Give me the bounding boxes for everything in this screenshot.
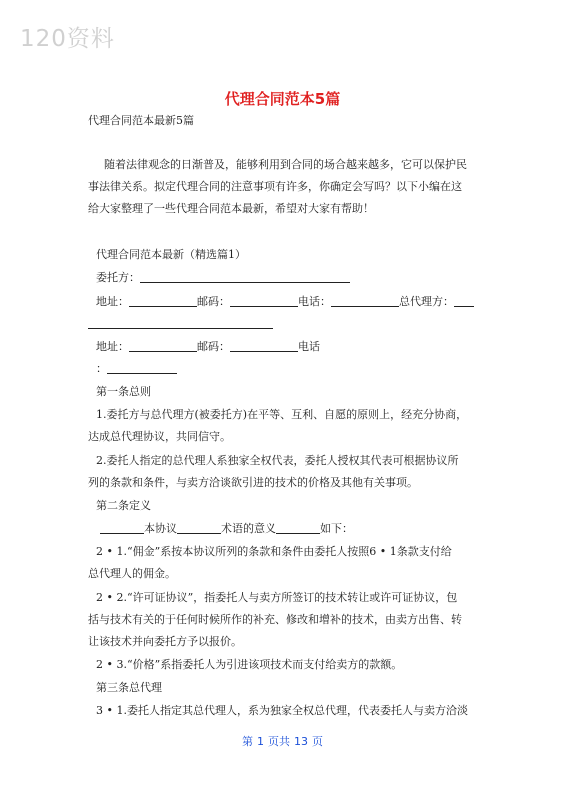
general-agent-label: 总代理方： <box>399 295 454 308</box>
article-1-clause-2-line-2: 列的条款和条件，与卖方洽谈欲引进的技术的价格及其他有关事项。 <box>88 476 418 489</box>
article-1-clause-2-line-1: 2.委托人指定的总代理人系独家全权代表，委托人授权其代表可根据协议所 <box>96 454 459 467</box>
footer-page-label: 第 <box>242 735 253 748</box>
footer-page-number: 1 <box>257 735 264 748</box>
postcode-label-2: 邮码： <box>197 340 230 353</box>
phone-blank <box>331 292 399 307</box>
address-blank-2 <box>129 337 197 352</box>
general-agent-continued <box>88 313 273 335</box>
definition-blank-2 <box>177 519 221 534</box>
article-1-heading: 第一条总则 <box>96 385 151 398</box>
definition-2-2-line-1: 2 • 2.“许可证协议”，指委托人与卖方所签订的技术转让或许可证协议，包 <box>96 591 458 604</box>
address-blank <box>129 292 197 307</box>
definition-text-b: 术语的意义 <box>221 522 276 535</box>
footer-page-mid: 页共 <box>268 735 290 748</box>
article-3-clause-1: 3 • 1.委托人指定其总代理人，系为独家全权总代理，代表委托人与卖方洽淡 <box>96 704 468 717</box>
colon-label: ： <box>96 362 107 375</box>
address-row-2 <box>96 336 320 358</box>
phone-label-2: 电话 <box>298 340 320 353</box>
article-1-clause-1-line-2: 达成总代理协议，共同信守。 <box>88 430 231 443</box>
general-agent-blank <box>454 292 474 307</box>
intro-line-1: 随着法律观念的日渐普及，能够利用到合同的场合越来越多，它可以保护民 <box>104 158 467 171</box>
postcode-blank-2 <box>230 337 298 352</box>
intro-line-3: 给大家整理了一些代理合同范本最新，希望对大家有帮助！ <box>88 202 374 215</box>
intro-line-2: 事法律关系。拟定代理合同的注意事项有许多，你确定会写吗？以下小编在这 <box>88 180 462 193</box>
article-1-clause-1-line-1: 1.委托方与总代理方(被委托方)在平等、互利、自愿的原则上，经充分协商， <box>96 408 468 421</box>
principal-field <box>96 267 350 289</box>
definition-text-c: 如下： <box>320 522 353 535</box>
definition-intro <box>100 518 353 540</box>
document-title: 代理合同范本5篇 <box>224 90 341 108</box>
phone-continued <box>96 358 177 380</box>
definition-text-a: 本协议 <box>144 522 177 535</box>
article-2-heading: 第二条定义 <box>96 499 151 512</box>
section-heading: 代理合同范本最新（精选篇1） <box>96 248 246 261</box>
general-agent-blank-cont <box>88 314 273 329</box>
phone-blank-2 <box>107 359 177 374</box>
address-row-1 <box>96 291 474 313</box>
definition-2-2-line-2: 括与技术有关的于任何时候所作的补充、修改和增补的技术，由卖方出售、转 <box>88 613 462 626</box>
address-label: 地址： <box>96 295 129 308</box>
definition-2-2-line-3: 让该技术并向委托方予以报价。 <box>88 635 242 648</box>
postcode-label: 邮码： <box>197 295 230 308</box>
principal-label: 委托方： <box>96 271 140 284</box>
phone-label: 电话： <box>298 295 331 308</box>
footer-page-end: 页 <box>312 735 323 748</box>
document-subtitle: 代理合同范本最新5篇 <box>88 114 194 127</box>
article-3-heading: 第三条总代理 <box>96 681 162 694</box>
definition-blank-3 <box>276 519 320 534</box>
footer-total-pages: 13 <box>294 735 308 748</box>
principal-blank <box>140 268 350 283</box>
definition-2-1-line-1: 2 • 1.“佣金”系按本协议所列的条款和条件由委托人按照6 • 1条款支付给 <box>96 545 452 558</box>
address-label-2: 地址： <box>96 340 129 353</box>
definition-blank-1 <box>100 519 144 534</box>
definition-2-1-line-2: 总代理人的佣金。 <box>88 567 176 580</box>
definition-2-3: 2 • 3.“价格”系指委托人为引进该项技术而支付给卖方的款额。 <box>96 658 403 671</box>
watermark-logo: 120资料 <box>20 26 115 52</box>
postcode-blank <box>230 292 298 307</box>
page-footer <box>0 733 565 749</box>
